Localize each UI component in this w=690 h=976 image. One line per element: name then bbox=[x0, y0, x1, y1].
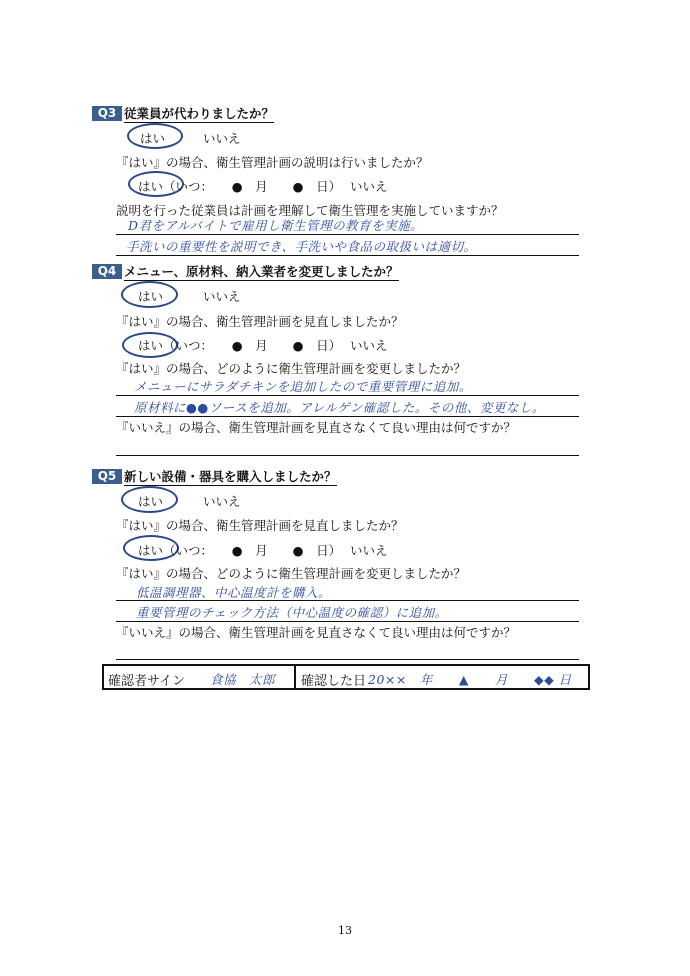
q5-handwritten-1: 低温調理器、中心温度計を購入。 bbox=[136, 585, 332, 600]
q3-no-option[interactable]: いいえ bbox=[203, 131, 241, 146]
q3-tag: Q3 bbox=[92, 106, 122, 121]
page-number: 13 bbox=[338, 924, 352, 937]
q3-handwritten-1: D君をアルバイトで雇用し衛生管理の教育を実施。 bbox=[128, 218, 424, 233]
q5-answer-line-2 bbox=[116, 621, 579, 622]
signer-label: 確認者サイン bbox=[108, 674, 186, 689]
q4-title: メニュー、原材料、納入業者を変更しましたか？ bbox=[124, 264, 399, 279]
q4-when-no-option[interactable]: いいえ bbox=[350, 338, 388, 353]
q5-answer-line-3 bbox=[116, 659, 579, 660]
q5-sub1: 『はい』の場合、衛生管理計画を見直しましたか？ bbox=[116, 518, 404, 533]
q3-title: 従業員が代わりましたか？ bbox=[124, 106, 275, 121]
q5-title: 新しい設備・器具を購入しましたか？ bbox=[124, 469, 337, 484]
q5-sub2: 『はい』の場合、どのように衛生管理計画を変更しましたか？ bbox=[116, 566, 467, 581]
q4-tag: Q4 bbox=[92, 264, 122, 279]
q5-when-no-option[interactable]: いいえ bbox=[350, 543, 388, 558]
q4-handwritten-2: 原材料に●●ソースを追加。アレルゲン確認した。その他、変更なし。 bbox=[134, 400, 545, 415]
q4-sub2: 『はい』の場合、どのように衛生管理計画を変更しましたか？ bbox=[116, 361, 467, 376]
q3-when-option[interactable]: はい（いつ： ● 月 ● 日） bbox=[138, 179, 342, 194]
q4-answer-line-1 bbox=[116, 395, 579, 396]
q3-answer-line-1 bbox=[116, 234, 579, 235]
q4-when-option[interactable]: はい（いつ： ● 月 ● 日） bbox=[138, 338, 342, 353]
q4-yes-option[interactable]: はい bbox=[138, 289, 164, 304]
q5-answer-line-1 bbox=[116, 600, 579, 601]
confirmation-box-divider bbox=[294, 664, 296, 690]
signer-name[interactable]: 食協 太郎 bbox=[210, 672, 276, 687]
q4-no-option[interactable]: いいえ bbox=[203, 289, 241, 304]
q3-handwritten-2: 手洗いの重要性を説明でき、手洗いや食品の取扱いは適切。 bbox=[126, 239, 477, 254]
q5-sub3: 『いいえ』の場合、衛生管理計画を見直さなくて良い理由は何ですか？ bbox=[116, 625, 517, 640]
q5-no-option[interactable]: いいえ bbox=[203, 494, 241, 509]
q4-sub1: 『はい』の場合、衛生管理計画を見直しましたか？ bbox=[116, 314, 404, 329]
q4-answer-line-3 bbox=[116, 455, 579, 456]
date-value[interactable]: 20×× 年 ▲ 月 ◆◆ 日 bbox=[368, 672, 572, 687]
q3-sub2: 説明を行った従業員は計画を理解して衛生管理を実施していますか？ bbox=[116, 203, 504, 218]
q4-handwritten-1: メニューにサラダチキンを追加したので重要管理に追加。 bbox=[134, 379, 472, 394]
q3-answer-line-2 bbox=[116, 255, 579, 256]
q4-answer-line-2 bbox=[116, 416, 579, 417]
q4-sub3: 『いいえ』の場合、衛生管理計画を見直さなくて良い理由は何ですか？ bbox=[116, 420, 517, 435]
q3-sub1: 『はい』の場合、衛生管理計画の説明は行いましたか？ bbox=[116, 155, 429, 170]
q5-yes-option[interactable]: はい bbox=[138, 494, 164, 509]
q5-when-option[interactable]: はい（いつ： ● 月 ● 日） bbox=[138, 543, 342, 558]
q5-tag: Q5 bbox=[92, 469, 122, 484]
q3-yes-option[interactable]: はい bbox=[140, 131, 166, 146]
date-label: 確認した日 bbox=[301, 674, 367, 689]
q5-handwritten-2: 重要管理のチェック方法（中心温度の確認）に追加。 bbox=[136, 605, 448, 620]
q3-when-no-option[interactable]: いいえ bbox=[350, 179, 388, 194]
